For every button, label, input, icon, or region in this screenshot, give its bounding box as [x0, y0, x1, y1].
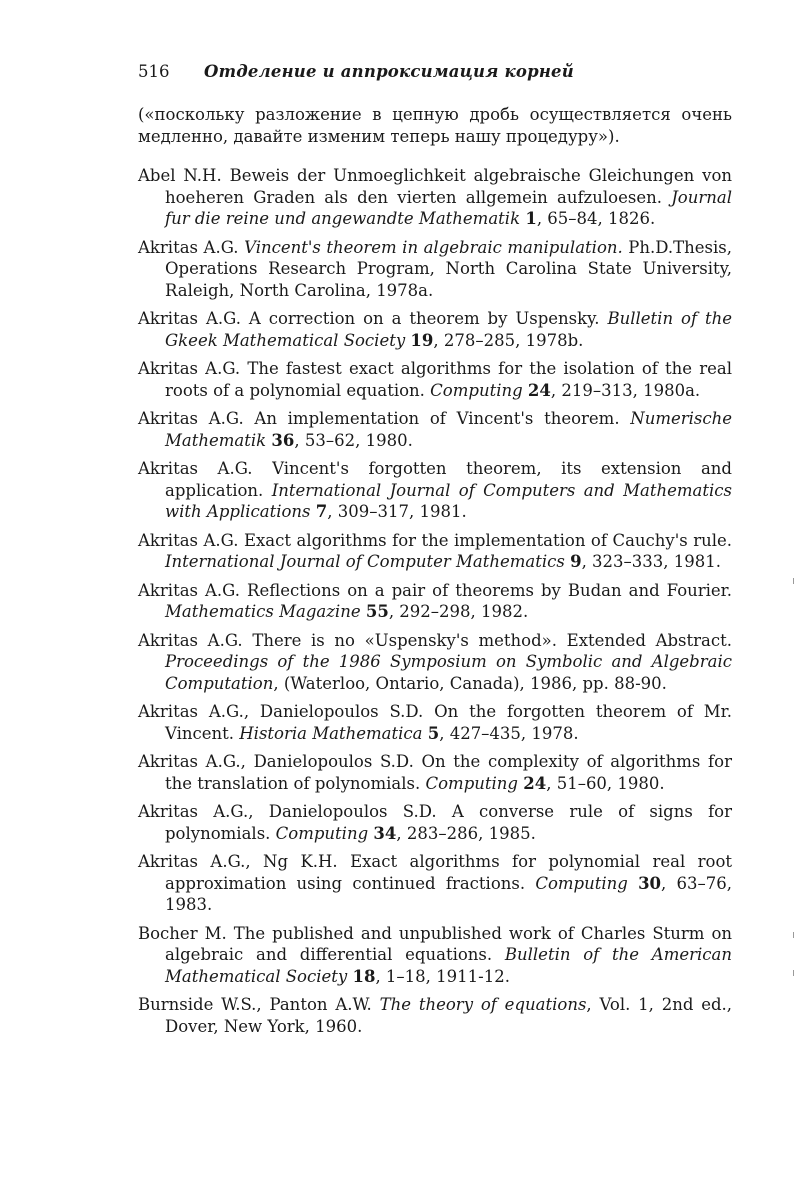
ref-title: An implementation of Vincent's theorem.	[254, 409, 620, 428]
ref-authors: Akritas A.G.	[138, 580, 241, 600]
ref-authors: Akritas A.G.	[138, 409, 244, 428]
ref-journal: International Journal of Computers and Mathematics with Applications	[165, 480, 732, 521]
ref-title: On the complexity of algorithms for the translation of polynomials.	[165, 752, 732, 793]
reference-burnside-panton-1960	[138, 994, 732, 1037]
ref-title: Exact algorithms for polynomial real root approximation using continued fractions.	[165, 852, 733, 893]
ref-volume: 7	[315, 502, 328, 521]
ref-authors: Bocher M.	[138, 923, 227, 943]
reference-akritas-1980a	[138, 358, 732, 401]
ref-journal: Computing	[430, 380, 523, 400]
ref-title: Beweis der Unmoeglichkeit algebraische Gleichungen von hoeheren Graden als den vierten allgemein aufzuloesen.	[165, 166, 733, 207]
reference-akritas-1982	[138, 580, 732, 623]
reference-akritas-danielopoulos-1980	[138, 751, 732, 794]
intro-paragraph: («поскольку разложение в цепную дробь осуществляется очень медленно, давайте изменим теперь нашу процедуру»).	[138, 105, 732, 146]
ref-details: , 427–435, 1978.	[439, 723, 579, 743]
ref-details: , 219–313, 1980a.	[550, 380, 701, 400]
ref-authors: Akritas A.G.	[138, 309, 241, 328]
ref-journal: International Journal of Computer Mathematics	[165, 552, 565, 571]
scan-edge-mark	[793, 970, 794, 976]
ref-volume: 1	[525, 209, 537, 228]
ref-details: , 292–298, 1982.	[388, 602, 529, 621]
reference-akritas-ng-1983	[138, 851, 732, 916]
ref-details: , 53–62, 1980.	[294, 430, 413, 450]
ref-authors: Akritas A.G., Danielopoulos S.D.	[138, 752, 414, 771]
ref-volume: 18	[352, 966, 376, 986]
ref-title: There is no «Uspensky's method». Extended Abstract.	[252, 630, 732, 650]
ref-title: Vincent's forgotten theorem, its extension and application.	[165, 459, 732, 500]
reference-list	[138, 165, 732, 1037]
book-page	[138, 62, 732, 1044]
ref-authors: Akritas A.G.	[138, 359, 241, 378]
ref-authors: Burnside W.S., Panton A.W.	[138, 995, 372, 1014]
ref-journal: Bulletin of the Gkeek Mathematical Society	[165, 309, 732, 350]
page-number: 516	[138, 62, 170, 81]
ref-volume: 55	[365, 602, 389, 621]
ref-authors: Abel N.H.	[138, 166, 222, 185]
ref-title: Reflections on a pair of theorems by Budan and Fourier.	[247, 580, 733, 600]
ref-title: The theory of equations	[379, 995, 587, 1014]
ref-title: A correction on a theorem by Uspensky.	[248, 309, 600, 328]
ref-title: Vincent's theorem in algebraic manipulation.	[244, 237, 623, 257]
reference-akritas-1981-cauchy	[138, 530, 732, 573]
ref-journal: Numerische Mathematik	[165, 409, 733, 450]
ref-journal: Computing	[425, 773, 518, 793]
reference-akritas-1978b	[138, 308, 732, 351]
ref-title: The published and unpublished work of Charles Sturm on algebraic and differential equations.	[165, 923, 733, 964]
scan-edge-mark	[793, 932, 794, 938]
ref-volume: 30	[638, 873, 662, 893]
ref-details: , Vol. 1, 2nd ed., Dover, New York, 1960.	[165, 995, 733, 1036]
ref-volume: 19	[410, 330, 434, 350]
ref-details: , 51–60, 1980.	[546, 773, 665, 793]
ref-details: , 65–84, 1826.	[536, 209, 656, 228]
ref-authors: Akritas A.G.	[138, 630, 243, 650]
ref-proceedings: Proceedings of the 1986 Symposium on Symbolic and Algebraic Computation	[165, 652, 732, 693]
ref-title: On the forgotten theorem of Mr. Vincent.	[165, 702, 732, 743]
ref-title: The fastest exact algorithms for the isolation of the real roots of a polynomial equation.	[165, 359, 732, 400]
running-head	[138, 62, 732, 88]
ref-authors: Akritas A.G., Danielopoulos S.D.	[138, 802, 437, 821]
ref-volume: 5	[427, 723, 440, 743]
reference-akritas-danielopoulos-1985	[138, 801, 732, 844]
ref-title: Exact algorithms for the implementation of Cauchy's rule.	[243, 530, 732, 550]
ref-details: Ph.D.Thesis, Operations Research Program, North Carolina State University, Raleigh, North Carolina, 1978a.	[165, 237, 733, 300]
ref-details: , (Waterloo, Ontario, Canada), 1986, pp. 88-90.	[273, 673, 667, 693]
reference-akritas-1980	[138, 408, 732, 451]
ref-journal: Journal fur die reine und angewandte Mathematik	[165, 187, 732, 228]
reference-akritas-danielopoulos-1978	[138, 701, 732, 744]
chapter-title: Отделение и аппроксимация корней	[204, 62, 574, 81]
ref-details: , 309–317, 1981.	[327, 502, 467, 521]
ref-volume: 34	[373, 823, 397, 843]
ref-journal: Computing	[275, 823, 369, 843]
ref-volume: 9	[570, 552, 582, 571]
ref-journal: Bulletin of the American Mathematical Society	[165, 945, 732, 986]
ref-volume: 24	[523, 773, 547, 793]
ref-details: , 63–76, 1983.	[165, 873, 733, 914]
ref-details: , 278–285, 1978b.	[433, 330, 584, 350]
reference-akritas-1986	[138, 630, 732, 695]
ref-authors: Akritas A.G., Danielopoulos S.D.	[138, 702, 424, 721]
ref-volume: 36	[271, 430, 295, 450]
scan-edge-mark	[793, 578, 794, 584]
reference-bocher-1911	[138, 923, 732, 988]
ref-details: , 1–18, 1911-12.	[375, 966, 510, 986]
ref-volume: 24	[527, 380, 551, 400]
ref-authors: Akritas A.G.	[138, 459, 253, 478]
ref-details: , 323–333, 1981.	[581, 552, 722, 571]
reference-abel-1826	[138, 165, 732, 230]
ref-details: , 283–286, 1985.	[396, 823, 536, 843]
ref-authors: Akritas A.G.	[138, 237, 239, 257]
reference-akritas-1978a	[138, 237, 732, 302]
ref-authors: Akritas A.G.	[138, 530, 239, 550]
reference-akritas-1981-vincent	[138, 458, 732, 523]
ref-authors: Akritas A.G., Ng K.H.	[138, 852, 338, 871]
ref-journal: Mathematics Magazine	[165, 602, 361, 621]
ref-title: A converse rule of signs for polynomials.	[165, 802, 733, 843]
ref-journal: Computing	[535, 873, 628, 893]
ref-journal: Historia Mathematica	[239, 723, 423, 743]
